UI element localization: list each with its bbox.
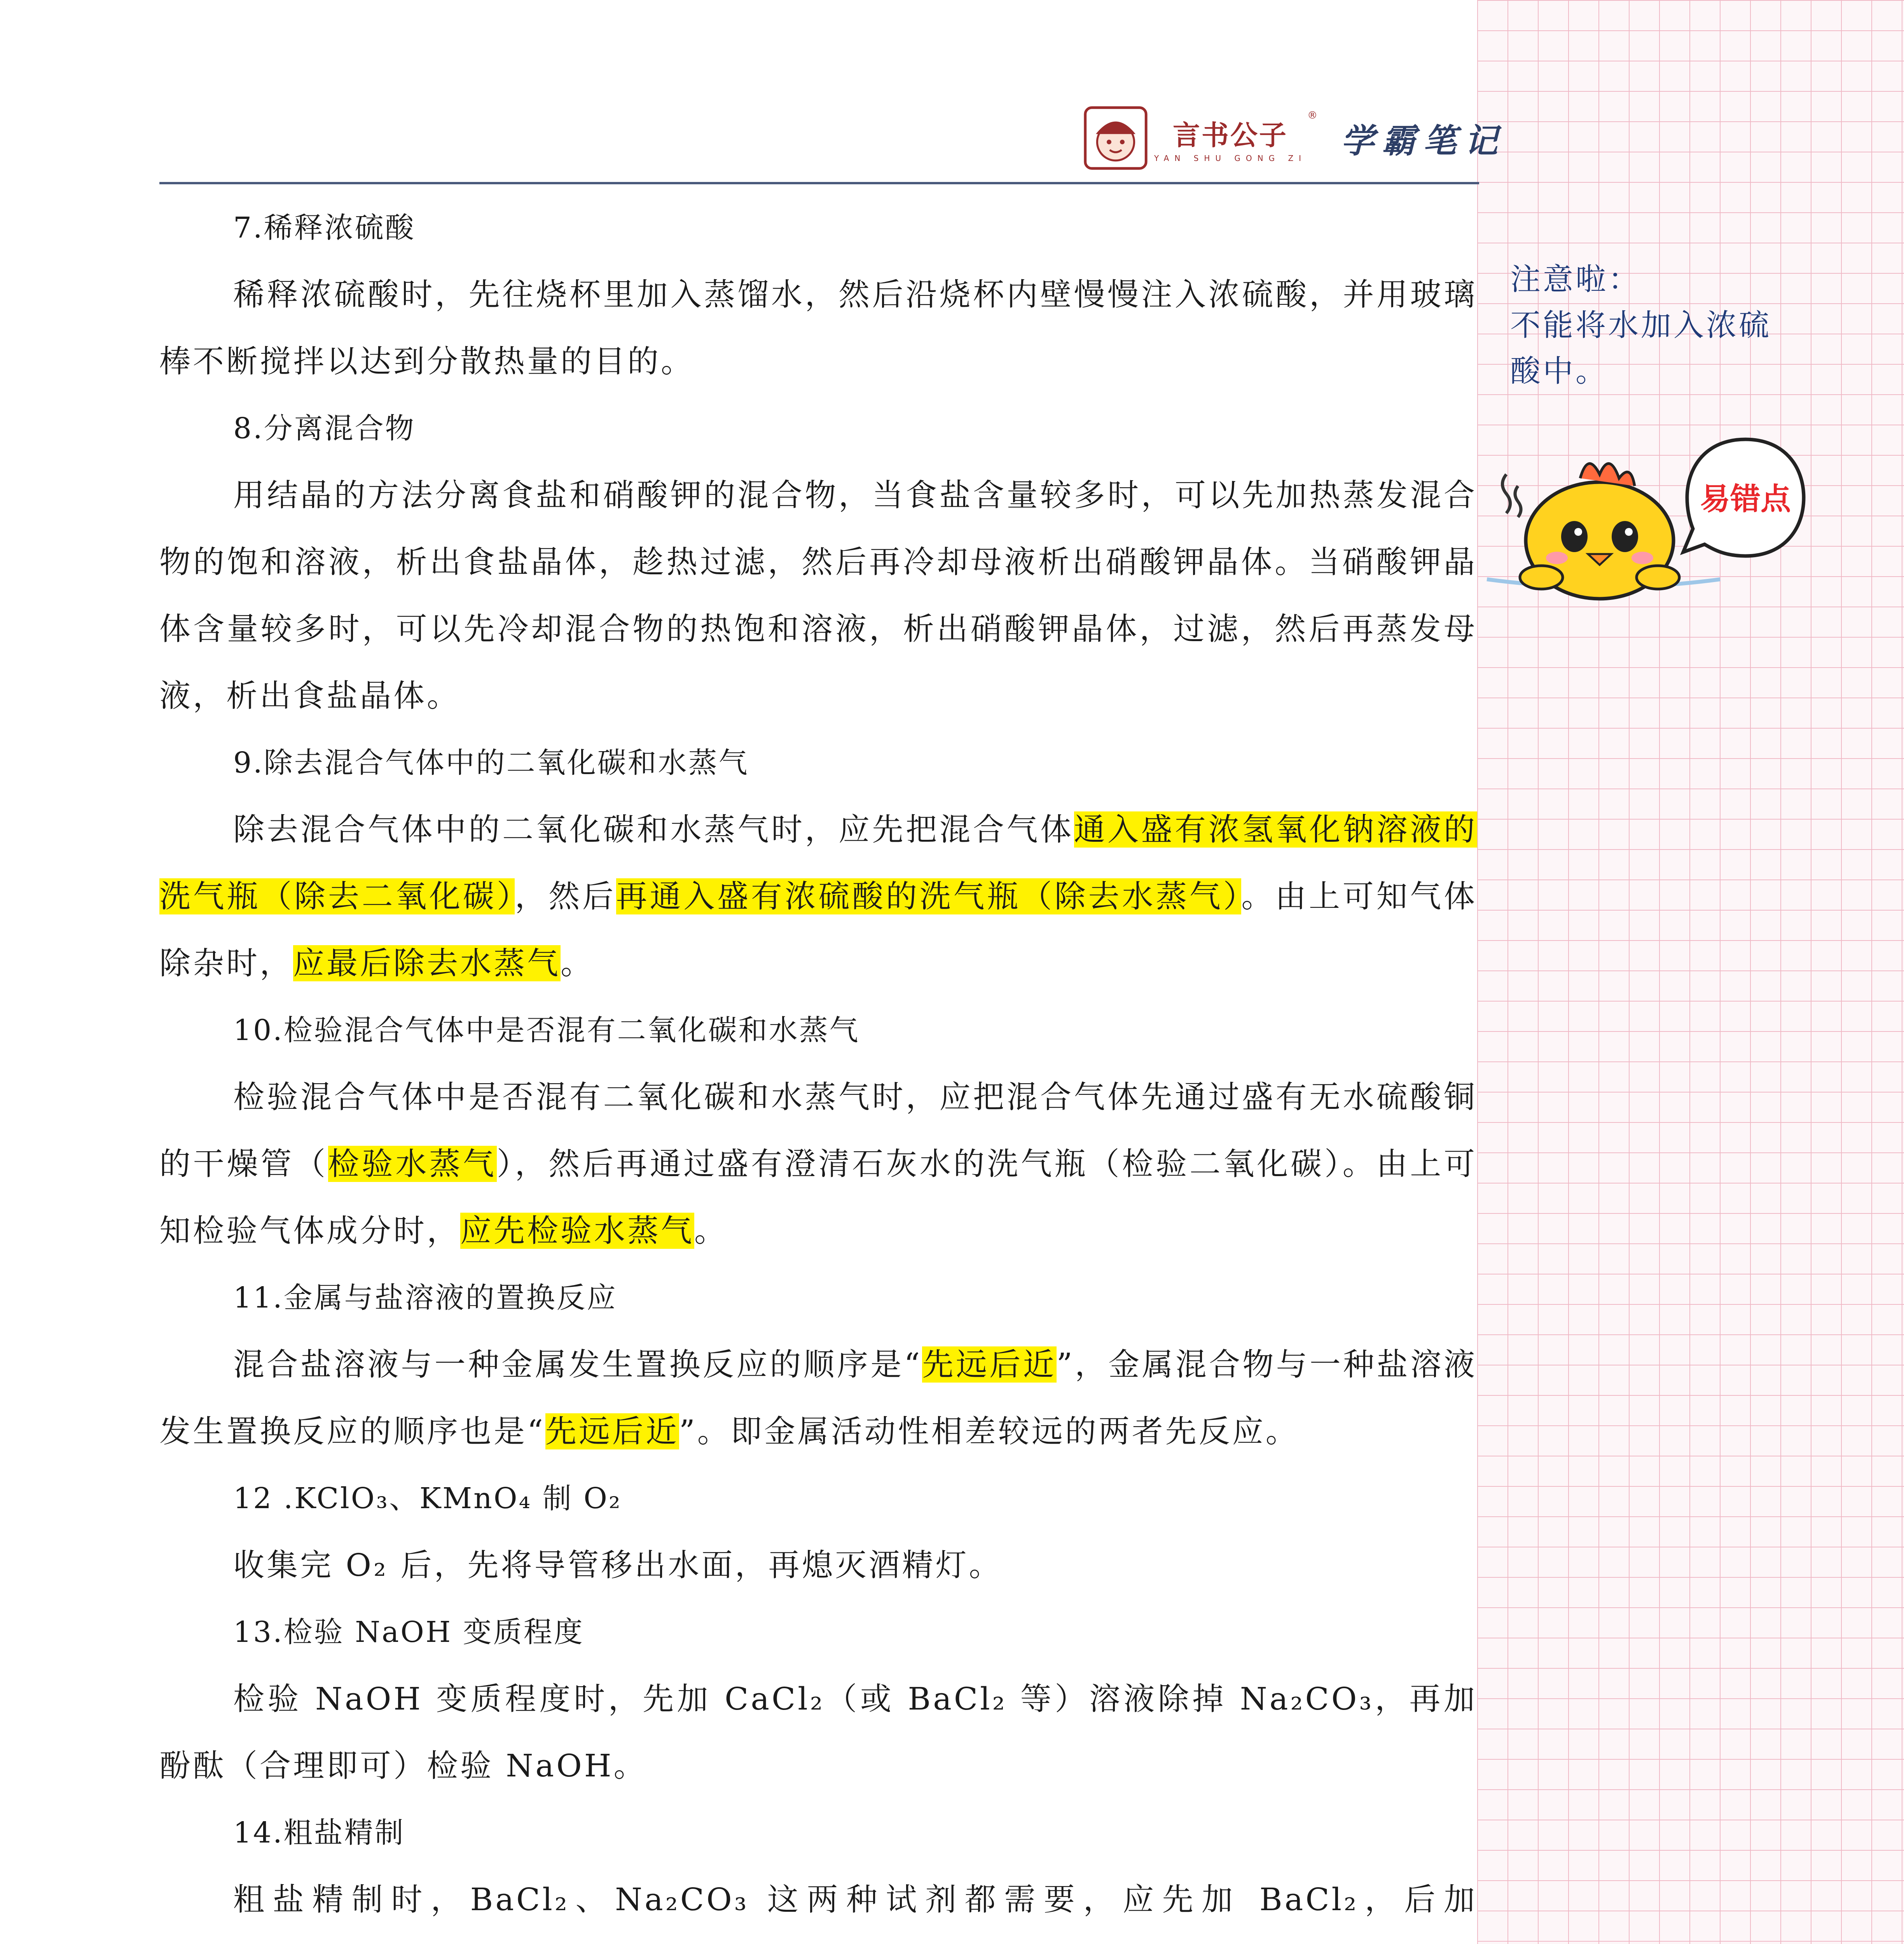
section-heading-8: 8.分离混合物: [233, 412, 416, 445]
section-heading-12: 12 .KClO₃、KMnO₄ 制 O₂: [233, 1482, 622, 1515]
side-note-line: 酸中。: [1510, 354, 1609, 389]
section-text-10: [159, 1064, 1477, 1264]
section-text-11: [159, 1331, 1477, 1465]
section-heading-13: 13.检验 NaOH 变质程度: [233, 1615, 584, 1649]
highlight: 检验水蒸气: [328, 1146, 497, 1182]
brand-pinyin: YAN SHU GONG ZI: [1154, 153, 1307, 163]
text-run: 除去混合气体中的二氧化碳和水蒸气时，应先把混合气体: [233, 811, 1074, 848]
text-run: ”，金属混合物与一种盐溶液发生置换反应的顺序也是“: [159, 1346, 1477, 1449]
header-divider: [159, 182, 1479, 184]
section-text-12: 收集完 O₂ 后，先将导管移出水面，再熄灭酒精灯。: [233, 1547, 1003, 1583]
section-heading-11: 11.金属与盐溶液的置换反应: [233, 1281, 617, 1315]
text-run: ，然后: [515, 878, 616, 914]
text-run: 。由上可知气体除杂时，: [159, 878, 1478, 981]
side-note-line: 注意啦：: [1510, 262, 1641, 297]
side-note: [1510, 257, 1860, 394]
section-heading-7: 7.稀释浓硫酸: [233, 211, 416, 245]
highlight: 再通入盛有浓硫酸的洗气瓶（除去水蒸气）: [616, 878, 1242, 914]
section-heading-10: 10.检验混合气体中是否混有二氧化碳和水蒸气: [233, 1014, 860, 1047]
text-run: ），然后再通过盛有澄清石灰水的洗气瓶（检验二氧化碳）。由上可知检验气体成分时，: [159, 1146, 1478, 1249]
section-heading-9: 9.除去混合气体中的二氧化碳和水蒸气: [233, 746, 749, 780]
header-brand: [1083, 105, 1506, 171]
section-text-13: 检验 NaOH 变质程度时，先加 CaCl₂（或 BaCl₂ 等）溶液除掉 Na₂CO₃，再加酚酞（合理即可）检验 NaOH。: [159, 1681, 1477, 1784]
registered-mark: ®: [1307, 110, 1318, 121]
text-run: 检验混合气体中是否混有二氧化碳和水蒸气时，应把混合气体先通过盛有无水硫酸铜的干燥管（: [159, 1079, 1477, 1182]
highlight: 通入盛有浓氢氧化钠溶液的洗气瓶（除去二氧化碳）: [159, 811, 1477, 914]
highlight: 应先检验水蒸气: [460, 1213, 694, 1249]
section-text-8: 用结晶的方法分离食盐和硝酸钾的混合物，当食盐含量较多时，可以先加热蒸发混合物的饱和溶液，析出食盐晶体，趁热过滤，然后再冷却母液析出硝酸钾晶体。当硝酸钾晶体含量较多时，可以先冷却混合物的热饱和溶液，析出硝酸钾晶体，过滤，然后再蒸发母液，析出食盐晶体。: [159, 477, 1477, 714]
text-run: ”。即金属活动性相差较远的两者先反应。: [679, 1413, 1299, 1449]
brand-logo-icon: [1083, 105, 1149, 171]
speech-bubble-icon: [1679, 432, 1811, 564]
main-content: [159, 194, 1477, 1944]
highlight: 先远后近: [545, 1413, 679, 1449]
text-run: 。: [561, 945, 594, 981]
brand-name: [1154, 114, 1307, 163]
section-text-9: [159, 796, 1477, 997]
highlight: 先远后近: [922, 1346, 1057, 1383]
notes-title: 学霸笔记: [1341, 122, 1506, 161]
brand-chinese: 言书公子: [1173, 119, 1288, 151]
side-note-line: 不能将水加入浓硫: [1510, 308, 1772, 343]
highlight: 应最后除去水蒸气: [293, 945, 561, 981]
text-run: 。: [694, 1213, 728, 1249]
section-text-7: 稀释浓硫酸时，先往烧杯里加入蒸馏水，然后沿烧杯内壁慢慢注入浓硫酸，并用玻璃棒不断搅拌以达到分散热量的目的。: [159, 276, 1477, 379]
text-run: 混合盐溶液与一种金属发生置换反应的顺序是“: [233, 1346, 922, 1383]
section-heading-14: 14.粗盐精制: [233, 1816, 405, 1850]
section-text-14: 粗盐精制时，BaCl₂、Na₂CO₃ 这两种试剂都需要，应先加 BaCl₂，后加: [233, 1881, 1477, 1918]
bubble-label: 易错点: [1700, 482, 1791, 517]
